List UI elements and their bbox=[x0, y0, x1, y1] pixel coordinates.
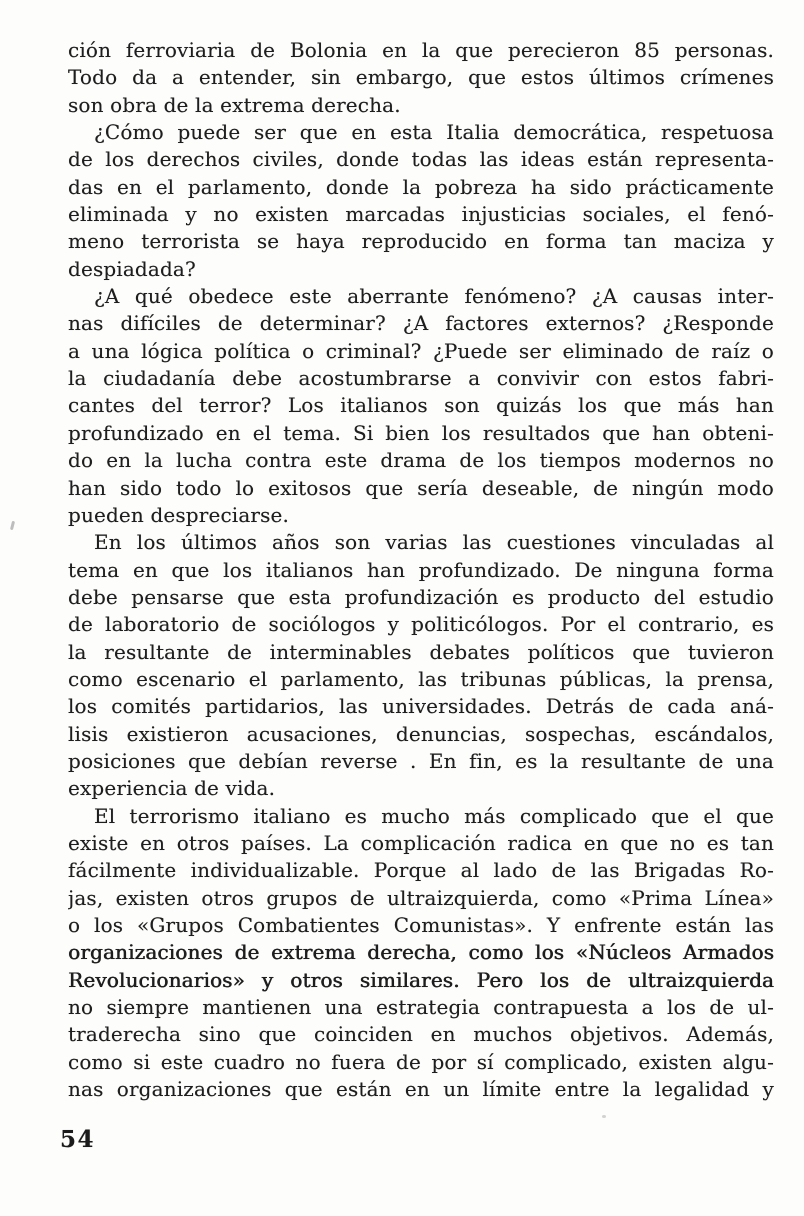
text-line: o los «Grupos Combatientes Comunistas». Y enfrente están las bbox=[68, 913, 774, 937]
text-line: organizaciones de extrema derecha, como los «Núcleos Armados bbox=[68, 940, 774, 965]
text-line: han sido todo lo exitosos que sería deseable, de ningún modo bbox=[68, 475, 774, 500]
text-line: cantes del terror? Los italianos son quizás los que más han bbox=[68, 393, 774, 418]
text-line: no siempre mantienen una estrategia contrapuesta a los de ul- bbox=[68, 995, 774, 1020]
text-line: En los últimos años son varias las cuestiones vinculadas al bbox=[94, 530, 774, 555]
text-line: los comités partidarios, las universidades. Detrás de cada aná- bbox=[68, 694, 774, 719]
text-line: lisis existieron acusaciones, denuncias, sospechas, escándalos, bbox=[68, 721, 774, 746]
text-line: la ciudadanía debe acostumbrarse a convivir con estos fabri- bbox=[68, 366, 774, 391]
page-number: 54 bbox=[60, 1126, 96, 1153]
text-line: la resultante de interminables debates políticos que tuvieron bbox=[68, 639, 774, 664]
text-line: jas, existen otros grupos de ultraizquierda, como «Prima Línea» bbox=[68, 885, 774, 910]
text-line: despiadada? bbox=[68, 256, 196, 281]
text-line: como escenario el parlamento, las tribunas públicas, la prensa, bbox=[68, 666, 774, 691]
text-line: El terrorismo italiano es mucho más complicado que el que bbox=[94, 803, 774, 828]
text-line: Todo da a entender, sin embargo, que estos últimos crímenes bbox=[68, 65, 774, 90]
text-line: meno terrorista se haya reproducido en forma tan maciza y bbox=[68, 229, 774, 254]
text-line: profundizado en el tema. Si bien los resultados que han obteni- bbox=[68, 420, 774, 445]
text-line: de laboratorio de sociólogos y politicólogos. Por el contrario, es bbox=[68, 612, 774, 637]
text-line: ¿Cómo puede ser que en esta Italia democrática, respetuosa bbox=[94, 120, 774, 145]
text-line: tema en que los italianos han profundizado. De ninguna forma bbox=[68, 557, 774, 582]
text-line: a una lógica política o criminal? ¿Puede ser eliminado de raíz o bbox=[68, 338, 774, 363]
text-line: das en el parlamento, donde la pobreza ha sido prácticamente bbox=[68, 174, 774, 199]
text-line: son obra de la extrema derecha. bbox=[68, 92, 401, 117]
text-line: experiencia de vida. bbox=[68, 776, 276, 801]
text-line: ¿A qué obedece este aberrante fenómeno? ¿A causas inter- bbox=[94, 284, 774, 309]
text-line: eliminada y no existen marcadas injusticias sociales, el fenó- bbox=[68, 202, 774, 227]
scan-speck-left bbox=[10, 521, 15, 530]
text-line: traderecha sino que coinciden en muchos objetivos. Además, bbox=[68, 1022, 774, 1047]
text-line: nas organizaciones que están en un límite entre la legalidad y bbox=[68, 1077, 774, 1102]
text-line: como si este cuadro no fuera de por sí complicado, existen algu- bbox=[68, 1049, 774, 1074]
text-line: fácilmente individualizable. Porque al lado de las Brigadas Ro- bbox=[68, 858, 774, 883]
text-line: do en la lucha contra este drama de los tiempos modernos no bbox=[68, 448, 774, 473]
text-block bbox=[68, 37, 774, 1103]
text-line: debe pensarse que esta profundización es producto del estudio bbox=[68, 584, 774, 609]
text-line: ción ferroviaria de Bolonia en la que perecieron 85 personas. bbox=[68, 38, 774, 62]
text-line: posiciones que debían reverse . En fin, es la resultante de una bbox=[68, 748, 774, 773]
text-line: Revolucionarios» y otros similares. Pero los de ultraizquierda bbox=[68, 967, 774, 992]
text-line: pueden despreciarse. bbox=[68, 502, 290, 527]
scan-speck-right bbox=[602, 1115, 606, 1118]
text-line: existe en otros países. La complicación radica en que no es tan bbox=[68, 830, 774, 855]
text-line: nas difíciles de determinar? ¿A factores externos? ¿Responde bbox=[68, 311, 774, 336]
text-line: de los derechos civiles, donde todas las ideas están representa- bbox=[68, 147, 774, 172]
